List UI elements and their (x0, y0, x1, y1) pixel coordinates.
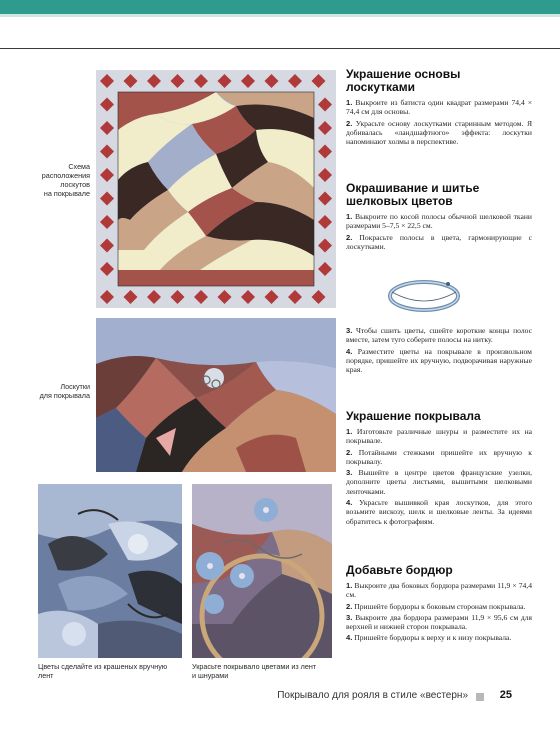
section-title: Добавьте бордюр (346, 563, 453, 577)
section-dyeing (346, 182, 532, 251)
caption-patches: Лоскутки для покрывала (39, 382, 90, 400)
gathered-strip-illustration (384, 270, 464, 320)
paragraph: 3. Чтобы сшить цветы, сшейте короткие концы полос вместе, затем туго соберите полосы на нитку. (346, 326, 532, 345)
paragraph: 3. Выкроите два бордюра размерами 11,9 × 95,6 см для верхней и нижней сторон покрывала. (346, 612, 533, 632)
paragraph: 2. Потайными стежками пришейте их вручную к покрывалу. (346, 447, 532, 466)
section-title: Украшение основы лоскутками (346, 67, 461, 94)
section-decorating (346, 410, 532, 526)
section-base (346, 68, 532, 146)
section-dyeing-cont (346, 326, 532, 374)
footer-square-icon (476, 693, 484, 701)
running-title: Покрывало для рояля в стиле «вестерн» (277, 690, 468, 701)
paragraph: 4. Разместите цветы на покрывале в произвольном порядке, пришейте их вручную, подворачивая наружные края. (346, 346, 532, 375)
paragraph: 2. Пришейте бордюры к боковым сторонам покрывала. (346, 601, 526, 611)
top-accent-shadow (0, 14, 560, 17)
ribbons-photo (38, 484, 182, 658)
section-title: Окрашивание и шитье шелковых цветов (346, 181, 480, 208)
paragraph: 1. Выкроите из батиста один квадрат размерами 74,4 × 74,4 см для основы. (346, 98, 532, 117)
caption-flowers-left: Цветы сделайте из крашеных вручную лент (38, 662, 168, 680)
paragraph: 3. Вышейте в центре цветов французские узелки, дополните цветы листьями, вышитыми шелковыми ленточками. (346, 468, 533, 496)
paragraph: 1. Изготовьте различные шнуры и разместите их на покрывале. (346, 427, 532, 446)
paragraph: 2. Покрасьте полосы в цвета, гармонирующие с лоскутками. (346, 232, 532, 251)
page-number: 25 (499, 689, 512, 701)
section-title: Украшение покрывала (346, 409, 481, 423)
paragraph: 1. Выкроите по косой полосы обычной шелковой ткани размерами 5–7,5 × 22,5 см. (346, 212, 532, 231)
quilt-layout-diagram (96, 70, 336, 308)
paragraph: 2. Украсьте основу лоскутками старинным методом. Я добивалась «ландшафтного» эффекта: лоскутки напоминают холмы в перспективе. (346, 118, 533, 147)
header-rule (0, 48, 560, 49)
caption-scheme: Схема расположения лоскутов на покрывале (41, 162, 90, 198)
flowers-photo (192, 484, 332, 658)
patch (118, 270, 314, 286)
paragraph: 1. Выкроите два боковых бордюра размерами 11,9 × 74,4 см. (346, 581, 532, 600)
page-footer (252, 689, 542, 705)
paragraph: 4. Пришейте бордюры к верху и к низу покрывала. (346, 633, 512, 643)
caption-flowers-right: Украсьте покрывало цветами из лент и шнурами (192, 662, 317, 680)
top-accent-band (0, 0, 560, 14)
section-border (346, 564, 532, 643)
patches-photo (96, 318, 336, 472)
paragraph: 4. Украсьте вышивкой края лоскутков, для этого возьмите вискозу, шелк и шелковые ленты. За идеями обратитесь к фотографиям. (346, 498, 532, 526)
